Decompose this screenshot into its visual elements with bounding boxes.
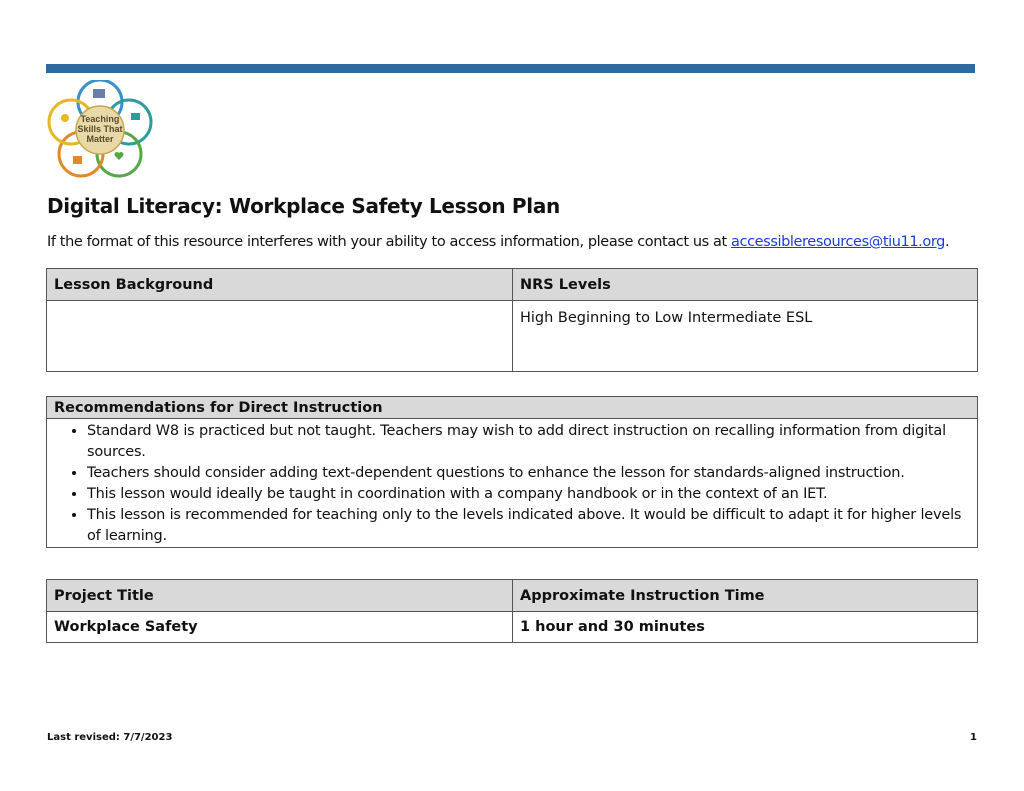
instruction-time-cell: 1 hour and 30 minutes xyxy=(513,612,978,643)
accessibility-note-text: If the format of this resource interferes with your ability to access information, please contact us at xyxy=(47,234,732,250)
recommendation-item: • This lesson would ideally be taught in coordination with a company handbook or in the context of an IET. xyxy=(87,484,970,505)
accessibility-note xyxy=(47,234,949,250)
recommendations-list xyxy=(54,421,970,547)
accessible-resources-email-link[interactable]: accessibleresources@tiu11.org xyxy=(731,234,945,250)
logo-text-line: Skills That xyxy=(77,124,123,134)
nrs-levels-header: NRS Levels xyxy=(513,269,978,301)
project-title-cell: Workplace Safety xyxy=(47,612,513,643)
recommendation-item: • This lesson is recommended for teaching only to the levels indicated above. It would be difficult to adapt it for higher levels of learning. xyxy=(87,505,970,547)
page-title: Digital Literacy: Workplace Safety Lesson Plan xyxy=(47,194,560,218)
page-number: 1 xyxy=(970,732,977,743)
recommendations-header: Recommendations for Direct Instruction xyxy=(47,397,978,419)
logo-text-line: Teaching xyxy=(80,114,120,124)
recommendation-item: • Standard W8 is practiced but not taught. Teachers may wish to add direct instruction on recalling information from digital sources. xyxy=(87,421,970,463)
lesson-background-header: Lesson Background xyxy=(47,269,513,301)
teaching-skills-logo xyxy=(47,80,153,180)
recommendations-table xyxy=(46,396,978,548)
project-title-header: Project Title xyxy=(47,580,513,612)
logo-text-line: Matter xyxy=(86,134,114,144)
lesson-background-table xyxy=(46,268,978,372)
last-revised-footer: Last revised: 7/7/2023 xyxy=(47,732,173,743)
lesson-background-cell xyxy=(47,301,513,372)
recommendation-item: • Teachers should consider adding text-dependent questions to enhance the lesson for standards-aligned instruction. xyxy=(87,463,970,484)
accessibility-note-suffix: . xyxy=(944,234,950,250)
instruction-time-header: Approximate Instruction Time xyxy=(513,580,978,612)
header-accent-bar xyxy=(46,64,975,73)
nrs-levels-cell: High Beginning to Low Intermediate ESL xyxy=(513,301,978,372)
project-table xyxy=(46,579,978,643)
recommendations-cell xyxy=(47,419,978,548)
logo-text xyxy=(47,114,153,144)
